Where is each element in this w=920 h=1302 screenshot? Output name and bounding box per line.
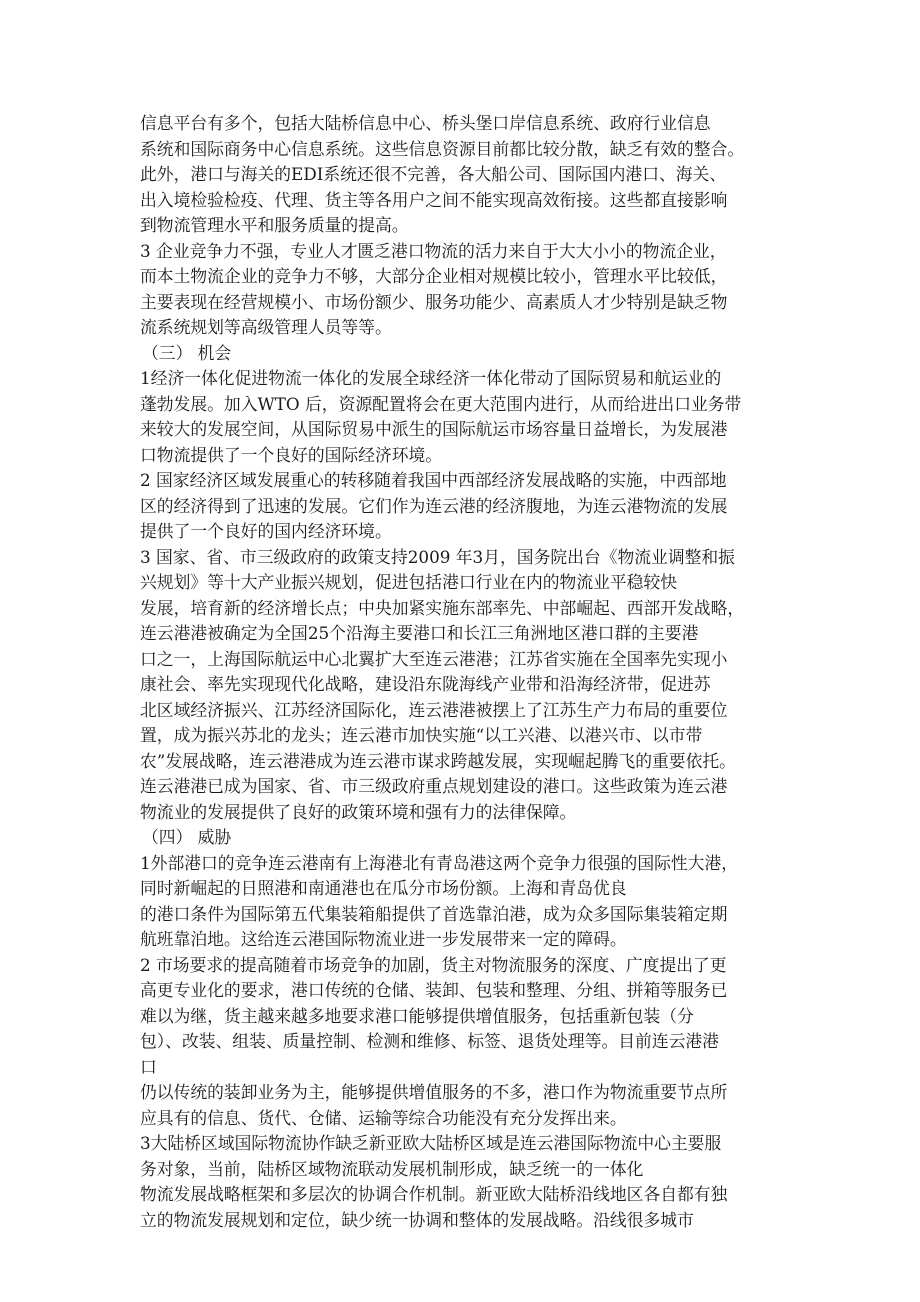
text-line: 的港口条件为国际第五代集装箱船提供了首选靠泊港，成为众多国际集装箱定期: [140, 903, 728, 924]
text-line: 应具有的信息、货代、仓储、运输等综合功能没有充分发挥出来。: [140, 1107, 627, 1128]
text-line: 连云港港已成为国家、省、市三级政府重点规划建设的港口。这些政策为连云港: [140, 776, 728, 796]
text-line: 区的经济得到了迅速的发展。它们作为连云港的经济腹地，为连云港物流的发展: [140, 495, 728, 516]
text-line: 农”发展战略，连云港港成为连云港市谋求跨越发展，实现崛起腾飞的重要依托。: [140, 750, 736, 771]
text-line: 物流业的发展提供了良好的政策环境和强有力的法律保障。: [140, 801, 577, 822]
text-line: 难以为继，货主越来越多地要求港口能够提供增值服务，包括重新包装（分: [140, 1005, 694, 1026]
text-line: 兴规划》等十大产业振兴规划，促进包括港口行业在内的物流业平稳较快: [140, 572, 678, 592]
section-heading-threats: （四） 威胁: [142, 827, 232, 847]
section-heading-opportunities: （三） 机会: [142, 342, 232, 363]
text-line: 康社会、率先实现现代化战略，建设沿东陇海线产业带和沿海经济带，促进苏: [140, 674, 711, 694]
text-line: 此外，港口与海关的EDI系统还很不完善，各大船公司、国际国内港口、海关、: [140, 164, 727, 184]
body-text: [140, 111, 790, 1233]
text-line: 而本土物流企业的竞争力不够，大部分企业相对规模比较小，管理水平比较低，: [140, 266, 728, 286]
text-line: 连云港港被确定为全国25个沿海主要港口和长江三角洲地区港口群的主要港: [140, 623, 699, 643]
text-line: 系统和国际商务中心信息系统。这些信息资源目前都比较分散，缺乏有效的整合。: [140, 138, 745, 159]
text-line: 航班靠泊地。这给连云港国际物流业进一步发展带来一定的障碍。: [140, 929, 627, 949]
text-line: 1经济一体化促进物流一体化的发展全球经济一体化带动了国际贸易和航运业的: [140, 368, 722, 388]
text-line: 包）、改装、组装、质量控制、检测和维修、标签、退货处理等。目前连云港港: [140, 1031, 719, 1051]
text-line: 2 市场要求的提高随着市场竞争的加剧，货主对物流服务的深度、广度提出了更: [140, 954, 727, 975]
text-line: 高更专业化的要求，港口传统的仓储、装卸、包装和整理、分组、拼箱等服务已: [140, 980, 728, 1000]
text-line: 同时新崛起的日照港和南通港也在瓜分市场份额。上海和青岛优良: [140, 878, 627, 898]
text-line: 3 企业竞争力不强，专业人才匮乏港口物流的活力来自于大大小小的物流企业，: [140, 240, 727, 261]
text-line: 主要表现在经营规模小、市场份额少、服务功能少、高素质人才少特别是缺乏物: [140, 291, 728, 312]
text-line: 提供了一个良好的国内经济环境。: [140, 521, 392, 541]
text-line: 蓬勃发展。加入WTO 后，资源配置将会在更大范围内进行，从而给进出口业务带: [140, 393, 742, 414]
text-line: 3大陆桥区域国际物流协作缺乏新亚欧大陆桥区域是连云港国际物流中心主要服: [140, 1133, 722, 1153]
text-line: 物流发展战略框架和多层次的协调合作机制。新亚欧大陆桥沿线地区各自都有独: [140, 1184, 728, 1204]
text-line: 流系统规划等高级管理人员等等。: [140, 317, 392, 337]
text-line: 口之一，上海国际航运中心北翼扩大至连云港港；江苏省实施在全国率先实现小: [140, 648, 728, 669]
text-line: 1外部港口的竞争连云港南有上海港北有青岛港这两个竞争力很强的国际性大港，: [140, 852, 739, 873]
text-line: 口物流提供了一个良好的国际经济环境。: [140, 444, 443, 465]
text-line: 北区域经济振兴、江苏经济国际化，连云港港被摆上了江苏生产力布局的重要位: [140, 699, 728, 720]
text-line: 发展，培育新的经济增长点；中央加紧实施东部率先、中部崛起、西部开发战略，: [140, 597, 745, 618]
text-line: 务对象，当前，陆桥区域物流联动发展机制形成，缺乏统一的一体化: [140, 1158, 644, 1179]
text-line: 出入境检验检疫、代理、货主等各用户之间不能实现高效衔接。这些都直接影响: [140, 189, 728, 210]
text-line: 到物流管理水平和服务质量的提高。: [140, 215, 409, 235]
text-line: 置，成为振兴苏北的龙头；连云港市加快实施“以工兴港、以港兴市、以市带: [140, 725, 703, 745]
text-line: 立的物流发展规划和定位，缺少统一协调和整体的发展战略。沿线很多城市: [140, 1209, 694, 1230]
text-line: 来较大的发展空间，从国际贸易中派生的国际航运市场容量日益增长，为发展港: [140, 419, 728, 439]
text-line: 2 国家经济区域发展重心的转移随着我国中西部经济发展战略的实施，中西部地: [140, 470, 727, 490]
text-line: 3 国家、省、市三级政府的政策支持2009 年3月，国务院出台《物流业调整和振: [140, 546, 735, 567]
text-line: 信息平台有多个，包括大陆桥信息中心、桥头堡口岸信息系统、政府行业信息: [140, 113, 711, 133]
text-line: 口: [140, 1056, 157, 1077]
text-line: 仍以传统的装卸业务为主，能够提供增值服务的不多，港口作为物流重要节点所: [140, 1082, 728, 1102]
